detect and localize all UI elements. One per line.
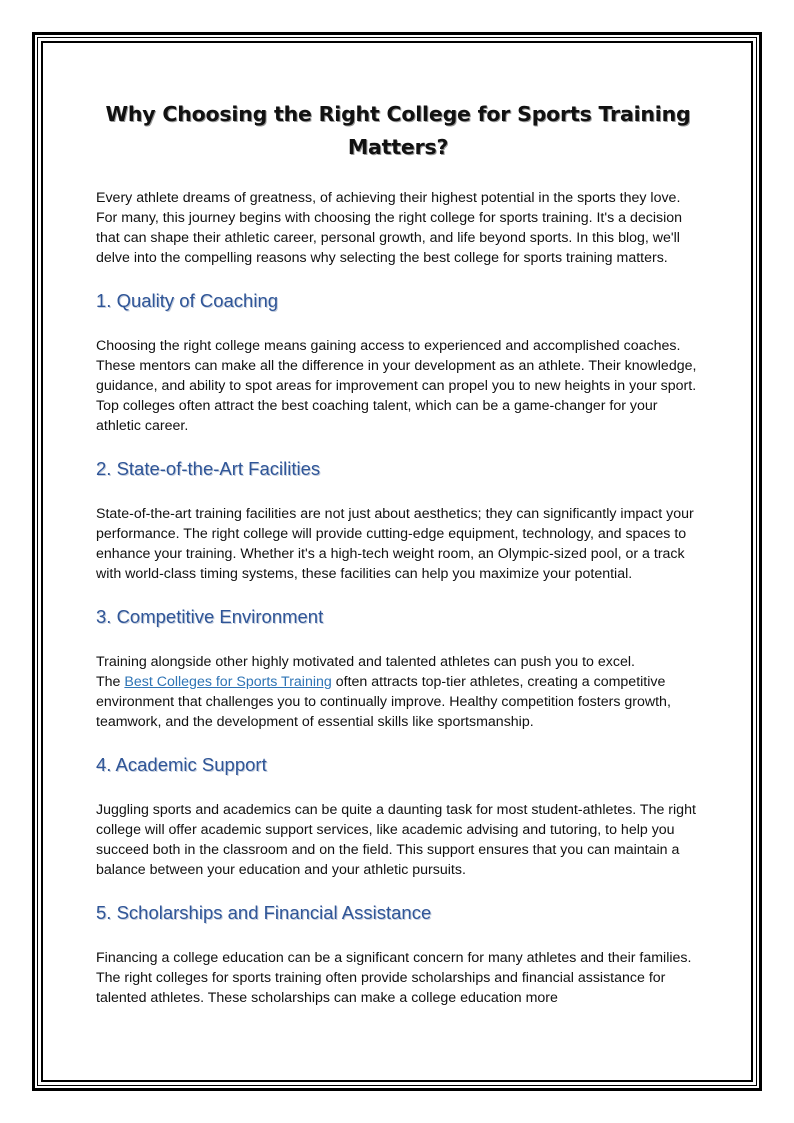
section-body-competitive: [96, 652, 700, 732]
section-body-facilities: State-of-the-art training facilities are not just about aesthetics; they can significantly impact your performance. The right college will provide cutting-edge equipment, technology, and spaces to enhance your training. Whether it's a high-tech weight room, an Olympic-sized pool, or a track with world-class timing systems, these facilities can help you maximize your potential.: [96, 506, 694, 582]
section-body-scholarships: Financing a college education can be a significant concern for many athletes and their families. The right colleges for sports training often provide scholarships and financial assistance for talented athletes. These scholarships can make a college education more: [96, 950, 692, 1006]
section-heading-facilities: 2. State-of-the-Art Facilities: [96, 458, 321, 479]
section-body-coaching: Choosing the right college means gaining access to experienced and accomplished coaches. These mentors can make all the difference in your development as an athlete. Their knowledge, guidance, and ability to spot areas for improvement can propel you to new heights in your sport. Top colleges often attract the best coaching talent, which can be a game-changer for your athletic career.: [96, 338, 697, 434]
section-heading-academic: 4. Academic Support: [96, 754, 267, 775]
competitive-line-1: Training alongside other highly motivated and talented athletes can push you to excel.: [96, 654, 635, 670]
document-body: [96, 98, 700, 1008]
section-heading-coaching: 1. Quality of Coaching: [96, 290, 279, 311]
section-heading-scholarships: 5. Scholarships and Financial Assistance: [96, 902, 432, 923]
intro-paragraph: Every athlete dreams of greatness, of achieving their highest potential in the sports they love. For many, this journey begins with choosing the right college for sports training. It's a decision that can shape their athletic career, personal growth, and life beyond sports. In this blog, we'll delve into the compelling reasons why selecting the best college for sports training matters.: [96, 190, 683, 266]
competitive-pre-link: The: [96, 674, 125, 690]
page-title: Why Choosing the Right College for Sports Training Matters?: [105, 102, 691, 159]
best-colleges-link[interactable]: Best Colleges for Sports Training: [124, 674, 332, 690]
section-heading-competitive: 3. Competitive Environment: [96, 606, 324, 627]
competitive-post-link: often attracts top-tier athletes, creating a competitive environment that challenges you to continually improve. Healthy competition fosters growth, teamwork, and the development of essential skills like sportsmanship.: [96, 674, 671, 730]
section-body-academic: Juggling sports and academics can be quite a daunting task for most student-athletes. The right college will offer academic support services, like academic advising and tutoring, to help you succeed both in the classroom and on the field. This support ensures that you can maintain a balance between your education and your athletic pursuits.: [96, 802, 696, 878]
